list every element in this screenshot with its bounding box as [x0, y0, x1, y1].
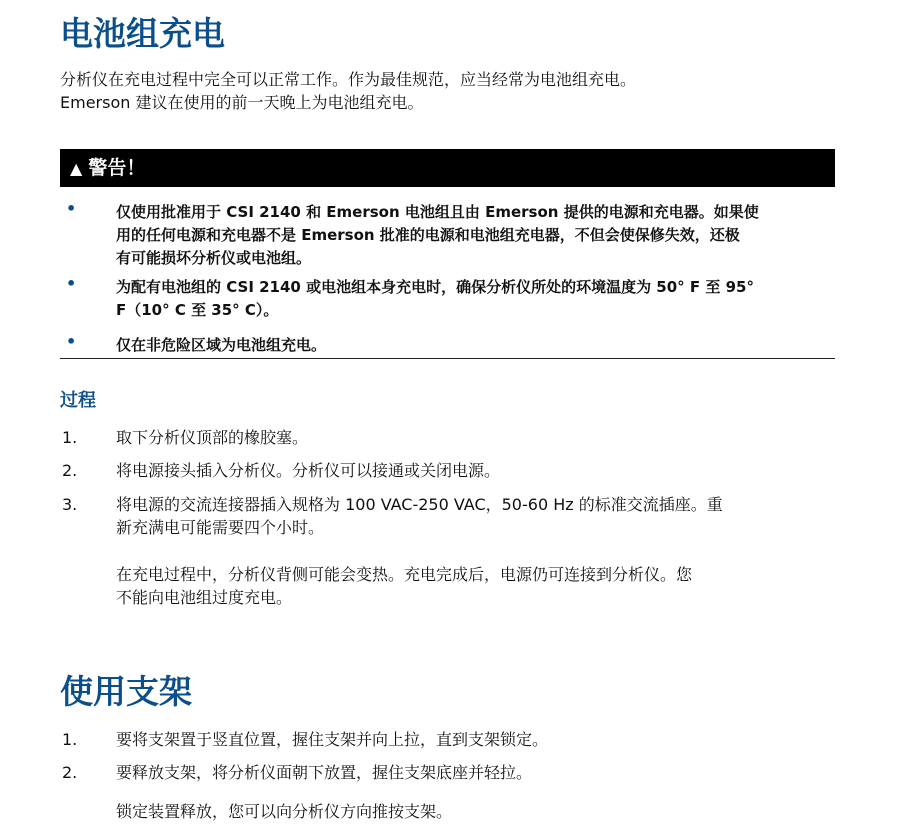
- bullet: •: [66, 332, 77, 351]
- stand-note: 锁定装置释放，您可以向分析仪方向推按支架。: [116, 802, 453, 821]
- intro-line-2: Emerson 建议在使用的前一天晚上为电池组充电。: [60, 93, 424, 112]
- section-title-stand: 使用支架: [60, 672, 192, 711]
- warning-banner: [60, 149, 835, 187]
- bullet: •: [66, 199, 77, 218]
- step-2-text: 将电源接头插入分析仪。分析仪可以接通或关闭电源。: [116, 461, 501, 480]
- step-3-line-1: 将电源的交流连接器插入规格为 100 VAC-250 VAC，50-60 Hz 的标准交流插座。重: [116, 495, 723, 514]
- warning-item-1-line-3: 有可能损坏分析仪或电池组。: [116, 249, 312, 267]
- step-number: 1.: [62, 730, 78, 749]
- warning-item-1-line-1: 仅使用批准用于 CSI 2140 和 Emerson 电池组且由 Emerson 提供的电源和充电器。如果使: [116, 203, 759, 221]
- stand-step-2-text: 要释放支架，将分析仪面朝下放置，握住支架底座并轻拉。: [116, 763, 533, 782]
- warning-triangle-icon: ▲: [70, 159, 83, 178]
- warning-item-1-line-2: 用的任何电源和充电器不是 Emerson 批准的电源和电池组充电器，不但会使保修失效，还极: [116, 226, 740, 244]
- procedure-heading: 过程: [60, 390, 96, 411]
- warning-item-2-line-1: 为配有电池组的 CSI 2140 或电池组本身充电时，确保分析仪所处的环境温度为 50° F 至 95°: [116, 278, 754, 296]
- note-line-2: 不能向电池组过度充电。: [116, 588, 293, 607]
- section-title-charging: 电池组充电: [60, 14, 225, 53]
- step-number: 1.: [62, 428, 78, 447]
- step-1-text: 取下分析仪顶部的橡胶塞。: [116, 428, 309, 447]
- note-line-1: 在充电过程中，分析仪背侧可能会变热。充电完成后，电源仍可连接到分析仪。您: [116, 565, 693, 584]
- warning-item-3-line-1: 仅在非危险区域为电池组充电。: [116, 336, 327, 354]
- intro-line-1: 分析仪在充电过程中完全可以正常工作。作为最佳规范，应当经常为电池组充电。: [60, 70, 637, 89]
- warning-label: 警告！: [88, 157, 146, 179]
- divider: [60, 358, 835, 359]
- stand-step-1-text: 要将支架置于竖直位置，握住支架并向上拉，直到支架锁定。: [116, 730, 549, 749]
- step-number: 2.: [62, 461, 78, 480]
- warning-item-2-line-2: F（10° C 至 35° C）。: [116, 301, 279, 319]
- bullet: •: [66, 274, 77, 293]
- step-number: 3.: [62, 495, 78, 514]
- step-3-line-2: 新充满电可能需要四个小时。: [116, 518, 325, 537]
- step-number: 2.: [62, 763, 78, 782]
